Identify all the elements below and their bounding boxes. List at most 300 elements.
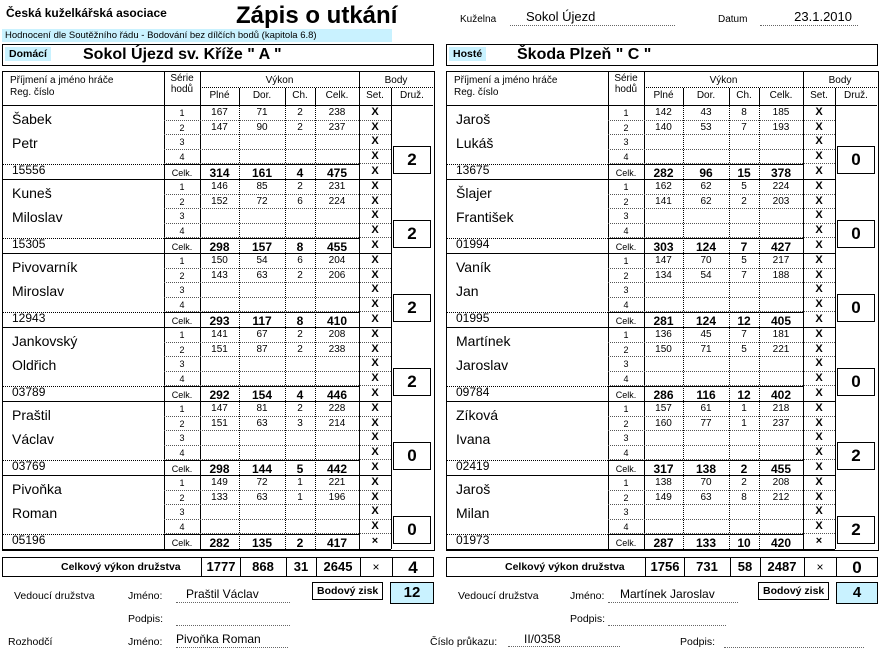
series-number: 1 bbox=[179, 256, 185, 266]
series-number: 1 bbox=[179, 330, 185, 340]
header-player-name: Příjmení a jméno hráče bbox=[10, 75, 114, 86]
set-mark: X bbox=[815, 120, 823, 133]
series-number: 1 bbox=[179, 182, 185, 192]
series-plne: 141 bbox=[211, 329, 228, 340]
series-ch: 3 bbox=[297, 417, 303, 429]
set-mark: X bbox=[371, 342, 379, 355]
total-label: Celk. bbox=[615, 390, 637, 401]
total-celk: 455 bbox=[326, 240, 348, 255]
player-surname: Šabek bbox=[12, 111, 52, 127]
total-celk: 446 bbox=[326, 388, 348, 403]
away-summary-dor: 731 bbox=[696, 559, 718, 574]
total-plne: 286 bbox=[653, 388, 674, 403]
series-number: 4 bbox=[179, 447, 185, 458]
player-reg-number: 05196 bbox=[12, 533, 46, 547]
series-plne: 149 bbox=[655, 491, 672, 503]
series-number: 3 bbox=[623, 285, 629, 296]
total-label: Celk. bbox=[171, 316, 193, 327]
set-mark: X bbox=[815, 476, 823, 488]
series-number: 1 bbox=[179, 478, 185, 488]
series-number: 4 bbox=[623, 225, 629, 236]
player-first-name: Václav bbox=[12, 431, 55, 447]
home-name-label: Jméno: bbox=[128, 590, 163, 602]
set-mark: X bbox=[815, 416, 823, 429]
set-mark: X bbox=[815, 106, 823, 118]
set-mark: X bbox=[815, 519, 823, 532]
series-number: 1 bbox=[179, 404, 185, 414]
total-ch: 15 bbox=[737, 166, 751, 181]
venue-label: Kuželna bbox=[460, 14, 497, 25]
header-set: Set. bbox=[366, 90, 384, 101]
series-ch: 6 bbox=[297, 195, 303, 207]
player-reg-number: 01994 bbox=[456, 237, 490, 251]
set-mark: X bbox=[371, 476, 379, 488]
series-number: 2 bbox=[623, 418, 629, 429]
away-captain-label: Vedoucí družstva bbox=[458, 590, 539, 602]
series-number: 2 bbox=[623, 492, 629, 503]
series-ch: 2 bbox=[297, 329, 303, 340]
player-reg-number: 15305 bbox=[12, 237, 46, 251]
series-celk: 196 bbox=[328, 491, 346, 503]
set-mark: X bbox=[371, 268, 379, 281]
set-mark: X bbox=[371, 371, 379, 384]
series-celk: 214 bbox=[328, 417, 346, 429]
series-number: 4 bbox=[179, 521, 185, 532]
total-label: Celk. bbox=[171, 168, 193, 179]
player-reg-number: 09784 bbox=[456, 385, 490, 399]
series-number: 1 bbox=[623, 256, 629, 266]
series-dor: 53 bbox=[700, 121, 712, 133]
set-mark: X bbox=[371, 357, 379, 370]
away-summary-celk: 2487 bbox=[767, 559, 797, 574]
set-mark: X bbox=[371, 223, 379, 236]
series-dor: 54 bbox=[256, 255, 268, 266]
series-ch: 7 bbox=[741, 121, 747, 133]
series-celk: 237 bbox=[328, 121, 346, 133]
series-plne: 147 bbox=[211, 403, 228, 414]
set-mark: X bbox=[815, 328, 823, 340]
series-number: 3 bbox=[623, 211, 629, 222]
set-mark: X bbox=[815, 283, 823, 296]
away-summary-ch: 58 bbox=[737, 559, 753, 574]
series-dor: 71 bbox=[256, 107, 268, 118]
set-mark: X bbox=[371, 402, 379, 414]
away-signature-label: Podpis: bbox=[570, 613, 606, 625]
away-captain-name: Martínek Jaroslav bbox=[608, 587, 738, 603]
team-points-box: 0 bbox=[837, 294, 875, 322]
series-ch: 2 bbox=[297, 107, 303, 118]
header-performance: Výkon bbox=[709, 75, 738, 86]
series-number: 3 bbox=[179, 211, 185, 222]
referee-signature-line bbox=[724, 632, 864, 648]
total-plne: 293 bbox=[209, 314, 230, 329]
total-celk: 402 bbox=[770, 388, 792, 403]
series-plne: 138 bbox=[655, 477, 672, 488]
player-first-name: Milan bbox=[456, 505, 490, 521]
total-label: Celk. bbox=[171, 538, 193, 549]
series-number: 3 bbox=[179, 137, 185, 148]
series-ch: 1 bbox=[741, 417, 747, 429]
series-number: 1 bbox=[623, 478, 629, 488]
total-ch: 12 bbox=[737, 388, 751, 403]
total-dor: 124 bbox=[695, 240, 717, 255]
set-mark: X bbox=[371, 505, 379, 518]
series-celk: 238 bbox=[328, 343, 346, 355]
set-mark: X bbox=[371, 297, 379, 310]
series-ch: 2 bbox=[297, 403, 303, 414]
series-dor: 63 bbox=[256, 491, 268, 503]
series-ch: 2 bbox=[297, 269, 303, 281]
header-reg-number: Reg. číslo bbox=[454, 87, 499, 98]
series-dor: 63 bbox=[256, 269, 268, 281]
series-number: 4 bbox=[179, 373, 185, 384]
away-score-value: 4 bbox=[836, 582, 878, 604]
total-dor: 157 bbox=[251, 240, 273, 255]
series-number: 2 bbox=[179, 196, 185, 207]
total-dor: 116 bbox=[696, 388, 716, 403]
set-mark: X bbox=[815, 402, 823, 414]
rules-subtitle: Hodnocení dle Soutěžního řádu - Bodování bez dílčích bodů (kapitola 6.8) bbox=[2, 29, 392, 42]
series-number: 2 bbox=[623, 270, 629, 281]
total-celk: 378 bbox=[770, 166, 792, 181]
series-plne: 149 bbox=[211, 477, 228, 488]
series-dor: 81 bbox=[256, 403, 268, 414]
set-mark: X bbox=[371, 209, 379, 222]
total-set-mark: X bbox=[371, 387, 379, 400]
player-first-name: Jaroslav bbox=[456, 357, 509, 373]
home-score-value: 12 bbox=[390, 582, 434, 604]
total-dor: 144 bbox=[251, 462, 273, 477]
player-surname: Praštil bbox=[12, 407, 51, 423]
player-reg-number: 03769 bbox=[12, 459, 46, 473]
total-set-mark: X bbox=[371, 165, 379, 178]
set-mark: X bbox=[371, 106, 379, 118]
series-ch: 5 bbox=[741, 255, 747, 266]
series-plne: 133 bbox=[211, 491, 228, 503]
total-plne: 298 bbox=[209, 462, 230, 477]
total-ch: 12 bbox=[737, 314, 751, 329]
home-signature-label: Podpis: bbox=[128, 613, 164, 625]
date-value: 23.1.2010 bbox=[760, 9, 858, 26]
away-signature-line bbox=[608, 610, 726, 626]
series-celk: 221 bbox=[772, 343, 790, 355]
date-label: Datum bbox=[718, 14, 748, 25]
header-celk: Celk. bbox=[325, 90, 349, 101]
away-score-label: Bodový zisk bbox=[758, 582, 829, 600]
home-captain-name: Praštil Václav bbox=[176, 587, 290, 603]
series-number: 4 bbox=[179, 225, 185, 236]
total-label: Celk. bbox=[171, 464, 193, 475]
total-plne: 282 bbox=[653, 166, 674, 181]
series-number: 2 bbox=[179, 344, 185, 355]
total-dor: 161 bbox=[251, 166, 273, 181]
set-mark: X bbox=[815, 342, 823, 355]
series-ch: 2 bbox=[741, 477, 747, 488]
venue-value: Sokol Újezd bbox=[510, 9, 675, 26]
away-tag: Hosté bbox=[449, 47, 486, 61]
series-number: 2 bbox=[179, 492, 185, 503]
series-number: 1 bbox=[623, 330, 629, 340]
series-plne: 157 bbox=[655, 403, 672, 414]
series-dor: 77 bbox=[700, 417, 712, 429]
total-label: Celk. bbox=[615, 168, 637, 179]
total-set-mark: X bbox=[815, 313, 823, 326]
away-summary-label: Celkový výkon družstva bbox=[505, 561, 625, 573]
organization-name: Česká kuželkářská asociace bbox=[6, 6, 167, 20]
series-number: 4 bbox=[623, 447, 629, 458]
series-ch: 1 bbox=[741, 403, 747, 414]
total-celk: 455 bbox=[770, 462, 792, 477]
total-set-mark: X bbox=[371, 461, 379, 474]
set-mark: X bbox=[815, 505, 823, 518]
total-celk: 427 bbox=[770, 240, 792, 255]
header-reg-number: Reg. číslo bbox=[10, 87, 55, 98]
set-mark: X bbox=[371, 445, 379, 458]
series-number: 1 bbox=[623, 404, 629, 414]
series-number: 2 bbox=[179, 270, 185, 281]
series-plne: 141 bbox=[655, 195, 672, 207]
total-ch: 7 bbox=[740, 240, 748, 255]
team-points-box: 2 bbox=[393, 220, 431, 248]
total-plne: 281 bbox=[653, 314, 674, 329]
total-ch: 2 bbox=[296, 536, 304, 551]
set-mark: X bbox=[371, 120, 379, 133]
series-plne: 146 bbox=[211, 181, 228, 192]
player-surname: Jankovský bbox=[12, 333, 78, 349]
series-plne: 151 bbox=[211, 417, 228, 429]
series-plne: 151 bbox=[211, 343, 228, 355]
series-number: 2 bbox=[623, 196, 629, 207]
series-ch: 2 bbox=[297, 343, 303, 355]
set-mark: X bbox=[815, 180, 823, 192]
total-dor: 133 bbox=[695, 536, 717, 551]
series-number: 4 bbox=[623, 151, 629, 162]
set-mark: X bbox=[371, 328, 379, 340]
total-celk: 442 bbox=[326, 462, 348, 477]
referee-label: Rozhodčí bbox=[8, 636, 53, 648]
total-dor: 154 bbox=[251, 388, 273, 403]
total-dor: 117 bbox=[252, 314, 272, 329]
series-plne: 143 bbox=[211, 269, 228, 281]
series-dor: 62 bbox=[700, 195, 712, 207]
total-dor: 135 bbox=[251, 536, 273, 551]
series-number: 3 bbox=[623, 359, 629, 370]
total-set-mark: × bbox=[371, 535, 379, 548]
series-ch: 6 bbox=[297, 255, 303, 266]
series-celk: 224 bbox=[772, 181, 790, 192]
header-dor: Dor. bbox=[696, 90, 716, 101]
referee-name-label: Jméno: bbox=[128, 636, 163, 648]
player-surname: Jaroš bbox=[456, 481, 491, 497]
total-plne: 292 bbox=[209, 388, 230, 403]
player-reg-number: 01995 bbox=[456, 311, 490, 325]
page-title: Zápis o utkání bbox=[236, 2, 398, 29]
away-name-label: Jméno: bbox=[570, 590, 605, 602]
home-summary-plne: 1777 bbox=[206, 559, 236, 574]
header-celk: Celk. bbox=[769, 90, 793, 101]
player-surname: Pivovarník bbox=[12, 259, 78, 275]
total-plne: 303 bbox=[653, 240, 674, 255]
home-summary-points: 4 bbox=[408, 558, 418, 577]
series-celk: 237 bbox=[772, 417, 790, 429]
set-mark: X bbox=[371, 431, 379, 444]
set-mark: X bbox=[371, 490, 379, 503]
set-mark: X bbox=[815, 268, 823, 281]
total-celk: 410 bbox=[326, 314, 348, 329]
total-plne: 298 bbox=[209, 240, 230, 255]
total-plne: 317 bbox=[653, 462, 674, 477]
series-ch: 7 bbox=[741, 329, 747, 340]
player-surname: Vaník bbox=[456, 259, 491, 275]
series-dor: 61 bbox=[700, 403, 712, 414]
series-plne: 147 bbox=[655, 255, 672, 266]
total-label: Celk. bbox=[615, 464, 637, 475]
series-celk: 181 bbox=[772, 329, 790, 340]
series-celk: 193 bbox=[772, 121, 790, 133]
total-set-mark: X bbox=[815, 239, 823, 252]
total-plne: 287 bbox=[653, 536, 674, 551]
header-series-2: hodů bbox=[170, 84, 194, 95]
set-mark: X bbox=[371, 194, 379, 207]
series-celk: 185 bbox=[772, 107, 790, 118]
header-set: Set. bbox=[810, 90, 828, 101]
player-reg-number: 12943 bbox=[12, 311, 46, 325]
total-label: Celk. bbox=[615, 538, 637, 549]
team-points-box: 0 bbox=[393, 516, 431, 544]
set-mark: X bbox=[371, 519, 379, 532]
series-number: 3 bbox=[179, 359, 185, 370]
player-first-name: František bbox=[456, 209, 514, 225]
series-dor: 45 bbox=[700, 329, 712, 340]
series-celk: 228 bbox=[328, 403, 346, 414]
series-number: 3 bbox=[623, 433, 629, 444]
team-points-box: 0 bbox=[393, 442, 431, 470]
set-mark: X bbox=[815, 135, 823, 148]
player-first-name: Petr bbox=[12, 135, 38, 151]
team-points-box: 2 bbox=[837, 516, 875, 544]
series-plne: 160 bbox=[655, 417, 672, 429]
player-first-name: Miroslav bbox=[12, 283, 65, 299]
set-mark: X bbox=[815, 209, 823, 222]
total-ch: 5 bbox=[296, 462, 304, 477]
series-dor: 43 bbox=[700, 107, 712, 118]
series-number: 2 bbox=[179, 122, 185, 133]
series-plne: 162 bbox=[655, 181, 672, 192]
license-number: II/0358 bbox=[508, 632, 620, 647]
series-dor: 70 bbox=[700, 477, 712, 488]
total-label: Celk. bbox=[171, 242, 193, 253]
total-set-mark: X bbox=[371, 239, 379, 252]
player-first-name: Miloslav bbox=[12, 209, 63, 225]
team-points-box: 2 bbox=[393, 146, 431, 174]
away-summary-plne: 1756 bbox=[650, 559, 680, 574]
home-summary-celk: 2645 bbox=[323, 559, 353, 574]
series-celk: 203 bbox=[772, 195, 790, 207]
set-mark: X bbox=[815, 223, 823, 236]
total-label: Celk. bbox=[615, 242, 637, 253]
series-number: 1 bbox=[623, 182, 629, 192]
series-plne: 167 bbox=[211, 107, 228, 118]
series-ch: 8 bbox=[741, 107, 747, 118]
series-celk: 188 bbox=[772, 269, 790, 281]
player-reg-number: 03789 bbox=[12, 385, 46, 399]
series-plne: 150 bbox=[211, 255, 228, 266]
series-number: 4 bbox=[623, 521, 629, 532]
series-number: 3 bbox=[623, 507, 629, 518]
header-points: Body bbox=[384, 75, 408, 86]
series-plne: 150 bbox=[655, 343, 672, 355]
series-ch: 5 bbox=[741, 181, 747, 192]
header-plne: Plné bbox=[209, 90, 230, 101]
home-results-panel bbox=[2, 71, 435, 549]
series-celk: 231 bbox=[328, 181, 346, 192]
total-ch: 8 bbox=[296, 314, 304, 329]
set-mark: X bbox=[371, 283, 379, 296]
header-druz: Druž. bbox=[844, 90, 868, 101]
series-celk: 217 bbox=[772, 255, 790, 266]
series-dor: 54 bbox=[700, 269, 712, 281]
total-set-mark: X bbox=[815, 165, 823, 178]
set-mark: X bbox=[815, 490, 823, 503]
series-celk: 206 bbox=[328, 269, 346, 281]
series-ch: 2 bbox=[297, 121, 303, 133]
player-reg-number: 15556 bbox=[12, 163, 46, 177]
series-dor: 72 bbox=[256, 195, 268, 207]
total-ch: 4 bbox=[296, 166, 304, 181]
header-points: Body bbox=[828, 75, 852, 86]
series-dor: 71 bbox=[700, 343, 712, 355]
series-ch: 7 bbox=[741, 269, 747, 281]
series-number: 2 bbox=[623, 122, 629, 133]
total-plne: 314 bbox=[209, 166, 230, 181]
away-summary-points: 0 bbox=[852, 558, 862, 577]
home-score-label: Bodový zisk bbox=[312, 582, 383, 600]
series-dor: 72 bbox=[256, 477, 268, 488]
set-mark: X bbox=[815, 149, 823, 162]
set-mark: X bbox=[815, 357, 823, 370]
series-number: 3 bbox=[179, 433, 185, 444]
player-surname: Jaroš bbox=[456, 111, 491, 127]
series-celk: 224 bbox=[328, 195, 346, 207]
series-celk: 218 bbox=[772, 403, 790, 414]
home-summary-label: Celkový výkon družstva bbox=[61, 561, 181, 573]
series-plne: 152 bbox=[211, 195, 228, 207]
series-number: 4 bbox=[179, 299, 185, 310]
header-series-2: hodů bbox=[614, 84, 638, 95]
header-dor: Dor. bbox=[252, 90, 272, 101]
series-dor: 70 bbox=[700, 255, 712, 266]
series-dor: 62 bbox=[700, 181, 712, 192]
player-first-name: Lukáš bbox=[456, 135, 494, 151]
series-plne: 140 bbox=[655, 121, 672, 133]
player-reg-number: 02419 bbox=[456, 459, 490, 473]
set-mark: X bbox=[371, 135, 379, 148]
referee-name: Pivoňka Roman bbox=[176, 632, 288, 648]
total-set-mark: X bbox=[371, 313, 379, 326]
total-set-mark: X bbox=[815, 461, 823, 474]
team-points-box: 2 bbox=[393, 368, 431, 396]
set-mark: X bbox=[371, 416, 379, 429]
away-results-panel bbox=[446, 71, 879, 549]
series-number: 4 bbox=[623, 299, 629, 310]
series-ch: 5 bbox=[741, 343, 747, 355]
series-celk: 212 bbox=[772, 491, 790, 503]
header-druz: Druž. bbox=[400, 90, 424, 101]
header-plne: Plné bbox=[653, 90, 674, 101]
total-celk: 475 bbox=[326, 166, 348, 181]
away-team-name: Škoda Plzeň " C " bbox=[517, 46, 652, 63]
series-plne: 142 bbox=[655, 107, 672, 118]
